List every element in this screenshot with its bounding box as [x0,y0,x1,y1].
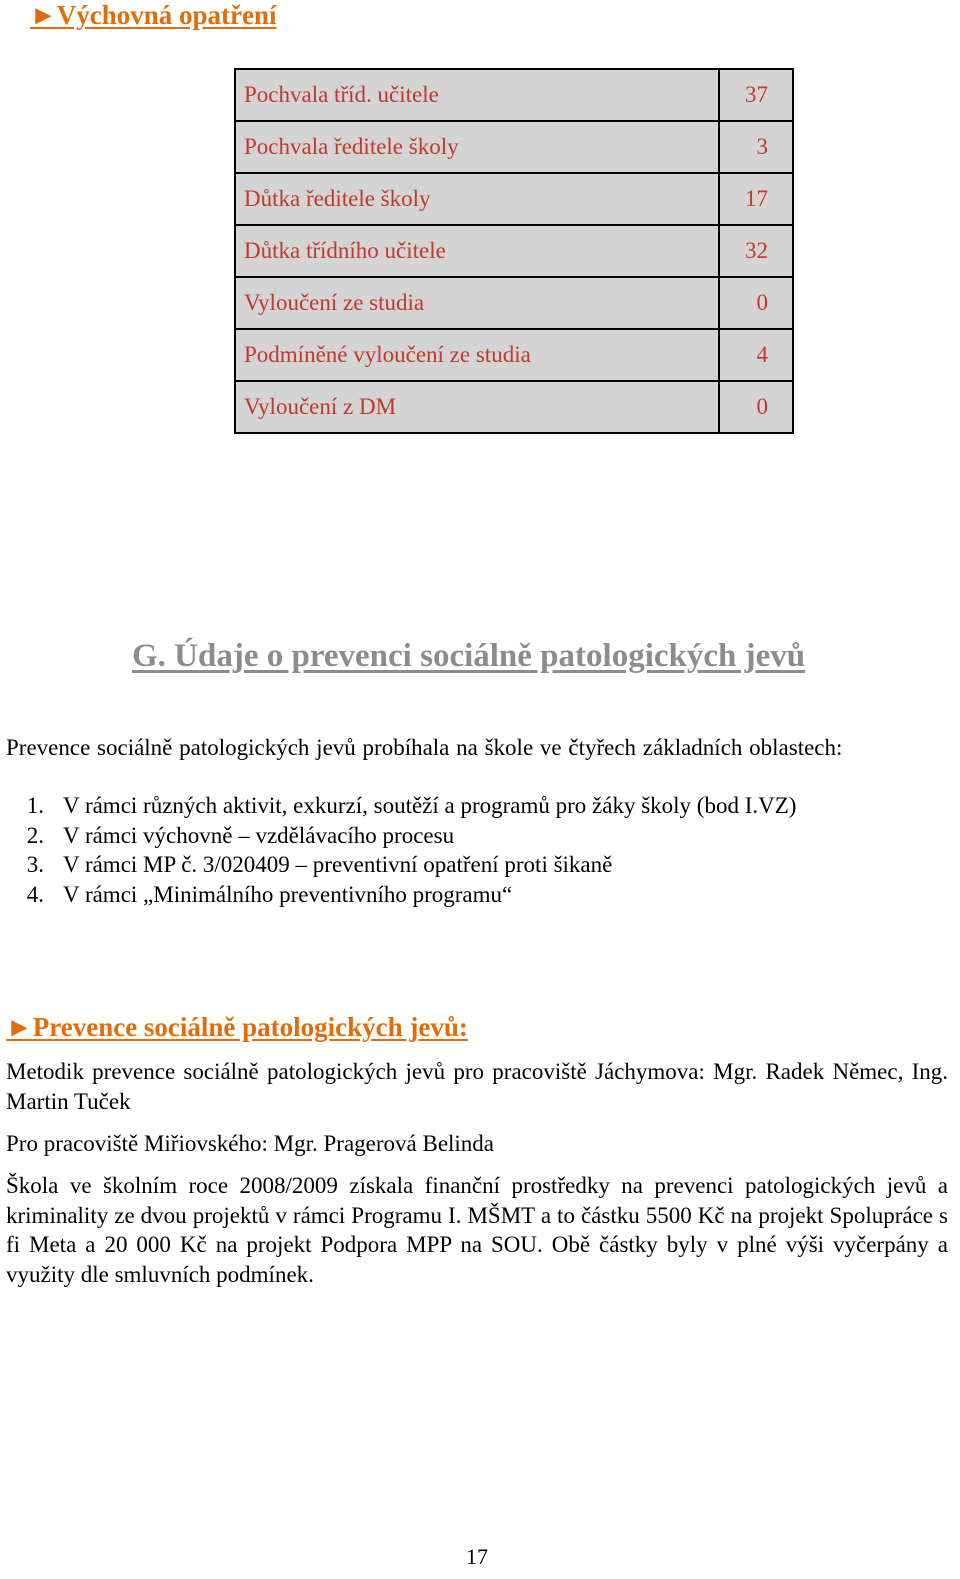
heading-prevence [6,1012,468,1042]
list-item [6,791,796,821]
measure-count: 37 [719,69,793,121]
measure-label: Vyloučení ze studia [235,277,719,329]
list-text: V rámci výchovně – vzdělávacího procesu [63,822,455,848]
measure-label: Důtka ředitele školy [235,173,719,225]
measure-label: Pochvala tříd. učitele [235,69,719,121]
list-item [6,880,796,910]
table-row [235,173,793,225]
measure-label: Vyloučení z DM [235,381,719,433]
table-row [235,329,793,381]
list-text: V rámci MP č. 3/020409 – preventivní opatření proti šikaně [63,852,613,877]
heading-text: Výchovná opatření [56,0,277,30]
list-number: 3. [26,852,44,877]
list-item [6,821,796,851]
measure-count: 0 [719,277,793,329]
measure-count: 32 [719,225,793,277]
list-text: V rámci „Minimálního preventivního programu“ [63,881,513,907]
list-text: V rámci různých aktivit, exkurzí, soutěží a programů pro žáky školy (bod I.VZ) [63,793,797,818]
arrow-right-icon: ► [30,0,57,30]
heading-text: Prevence sociálně patologických jevů: [32,1012,468,1042]
methodist-paragraph: Metodik prevence sociálně patologických jevů pro pracoviště Jáchymova: Mgr. Radek Němec, Ing. Martin Tuček [6,1059,948,1114]
measure-count: 4 [719,329,793,381]
table-row [235,225,793,277]
table-row [235,121,793,173]
measure-label: Důtka třídního učitele [235,225,719,277]
intro-text: Prevence sociálně patologických jevů probíhala na škole ve čtyřech základních oblastech: [6,735,843,760]
list-number: 4. [26,881,44,907]
measure-label: Pochvala ředitele školy [235,121,719,173]
measure-count: 17 [719,173,793,225]
measure-count: 0 [719,381,793,433]
section-g-title: G. Údaje o prevenci sociálně patologických jevů [132,638,806,674]
page-number: 17 [466,1544,488,1569]
list-number: 1. [26,793,44,818]
funding-paragraph: Škola ve školním roce 2008/2009 získala finanční prostředky na prevenci patologických jevů a kriminality ze dvou projektů v rámci Programu I. MŠMT a to částku 5500 Kč na projekt Spolupráce s fi Meta a 20 000 Kč na projekt Podpora MPP na SOU. Obě částky byly v plné výši vyčerpány a využity dle smluvních podmínek. [6,1173,948,1287]
measures-table [234,68,794,434]
arrow-right-icon: ► [6,1012,33,1042]
table-row [235,277,793,329]
table-row [235,69,793,121]
measure-count: 3 [719,121,793,173]
list-item [6,850,796,880]
table-row [235,381,793,433]
prevention-areas-list [6,791,796,909]
workplace-paragraph: Pro pracoviště Miřiovského: Mgr. Pragerová Belinda [6,1131,495,1156]
heading-vychovna-opatreni [30,0,277,30]
measure-label: Podmíněné vyloučení ze studia [235,329,719,381]
list-number: 2. [26,822,44,848]
